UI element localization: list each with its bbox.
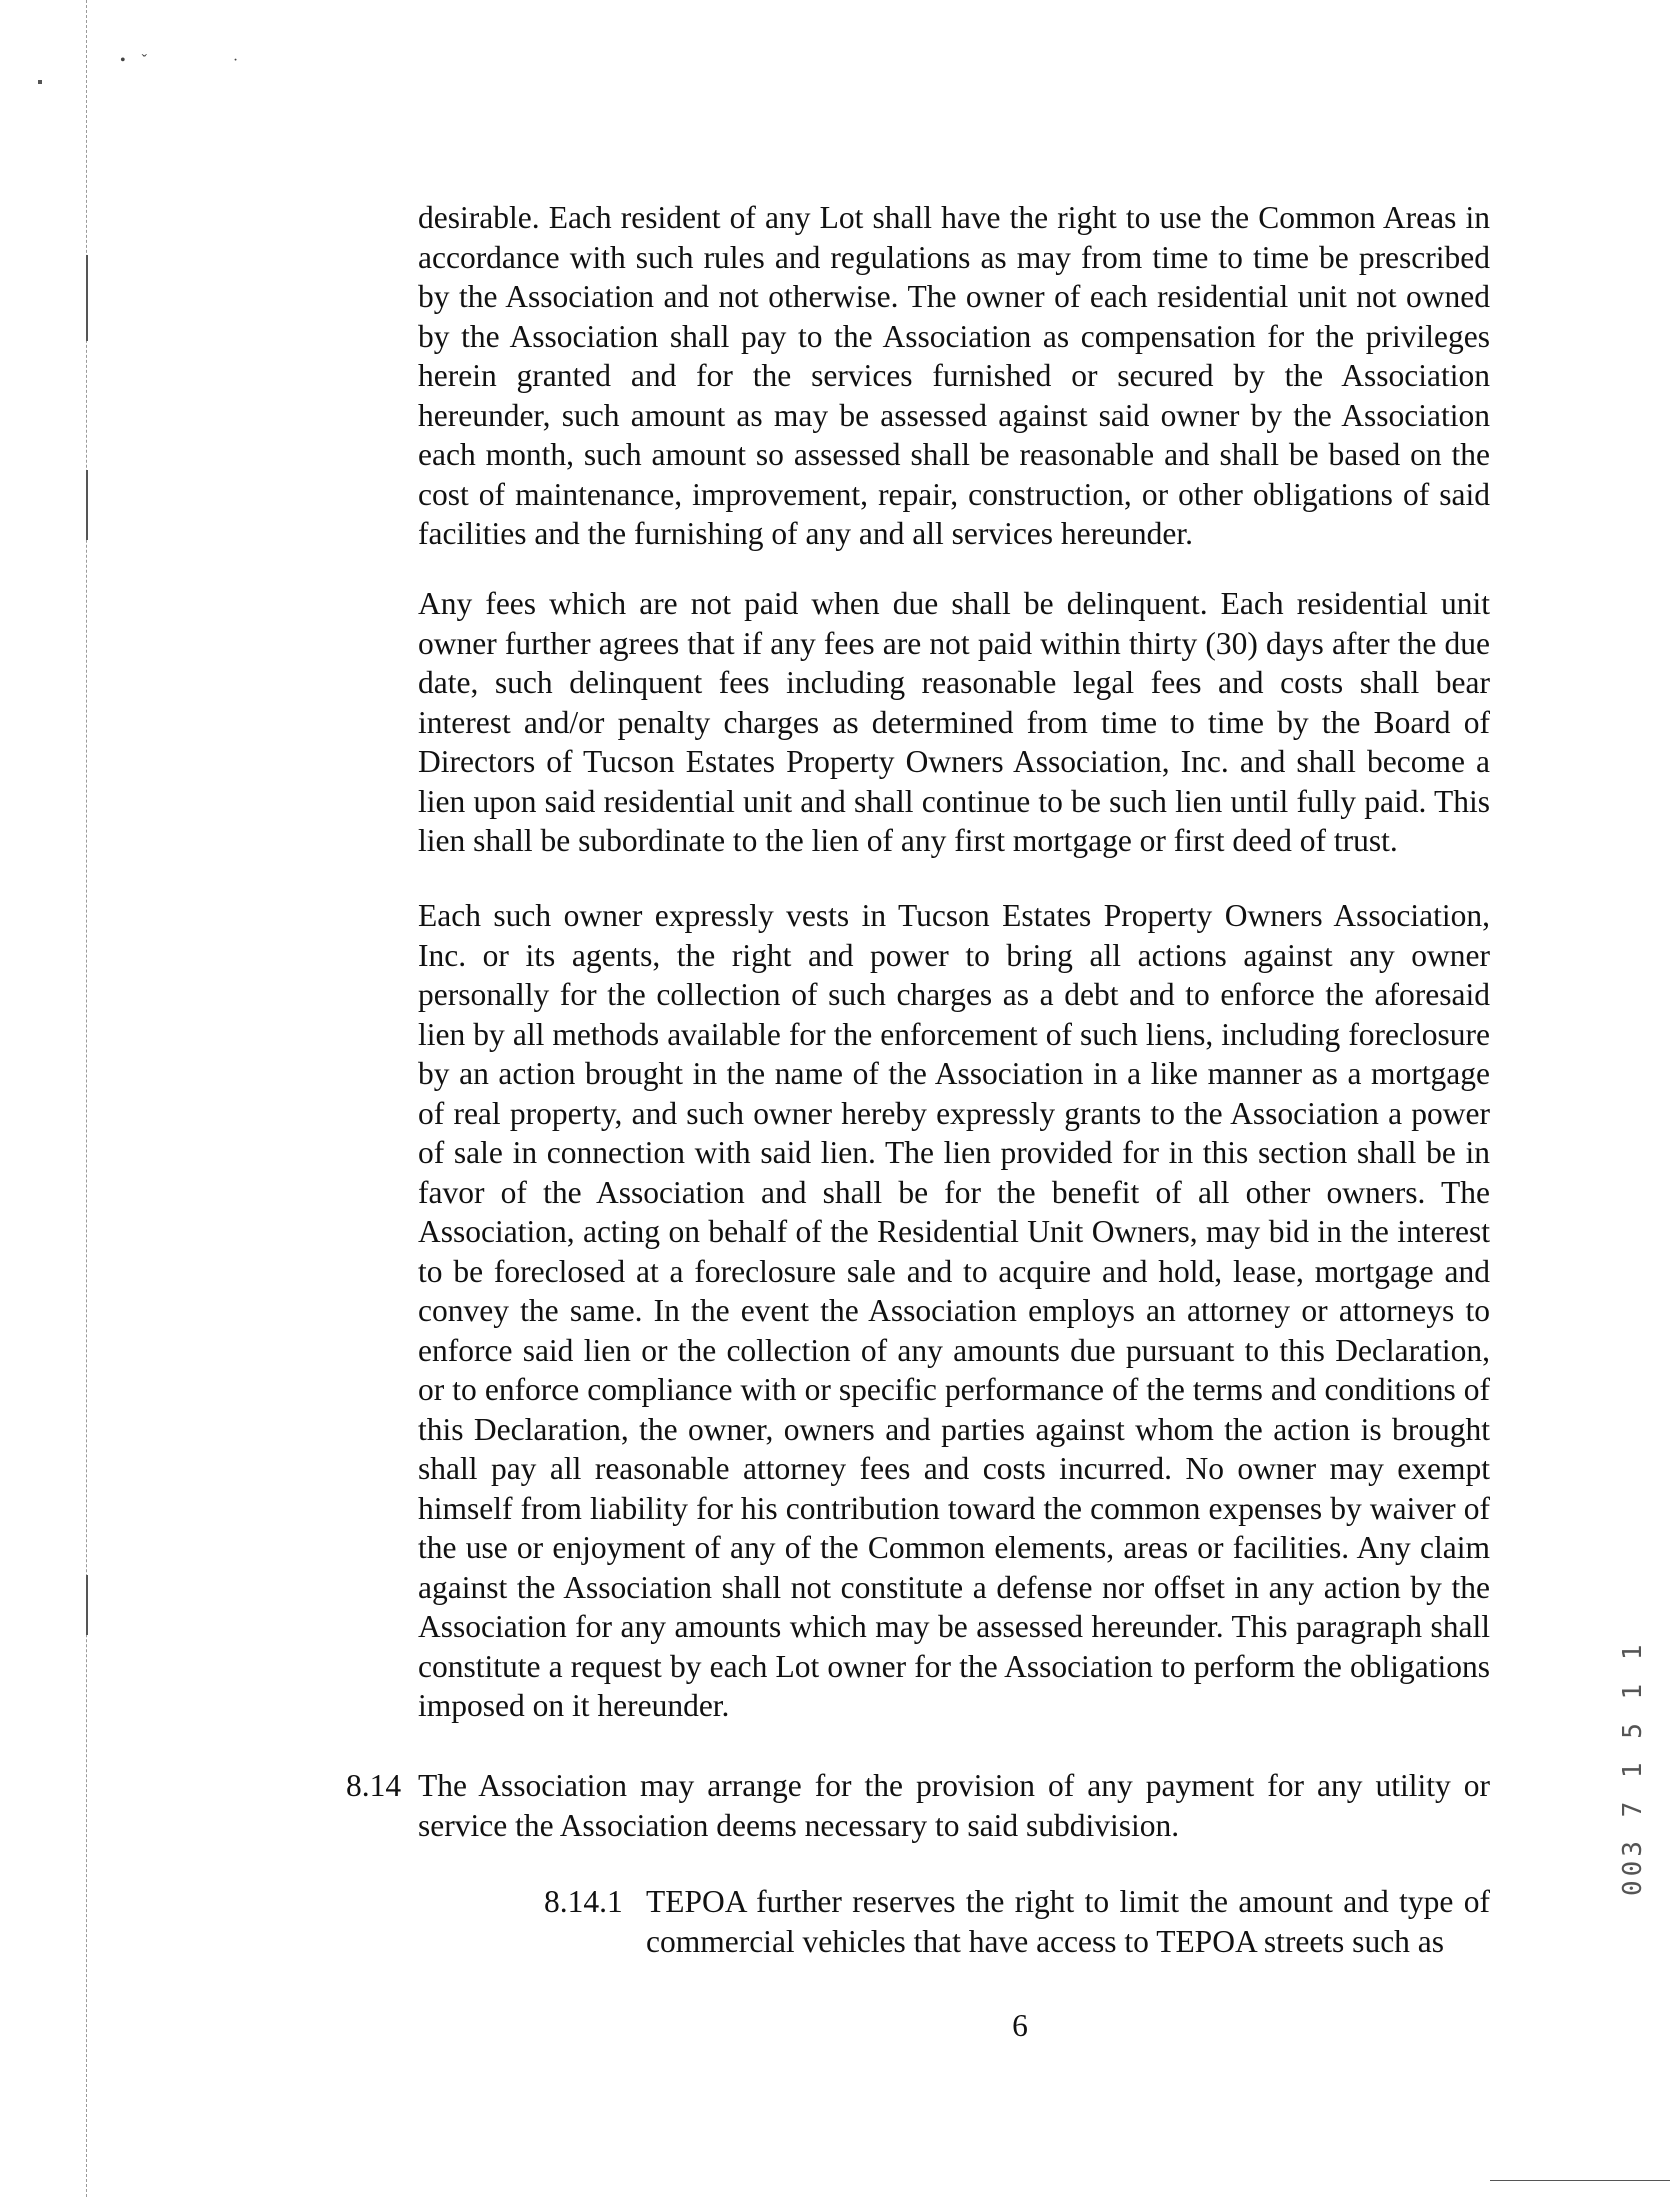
recording-stamp-text: 003 7 1 5 1 1 bbox=[1618, 1640, 1648, 1896]
scan-mark bbox=[86, 470, 88, 540]
footer-rule bbox=[1490, 2180, 1670, 2181]
section-number: 8.14 bbox=[346, 1768, 402, 1803]
paragraph-lien-enforcement: Each such owner expressly vests in Tucson Estates Property Owners Association, Inc. or its agents, the right and power to bring all actions against any owner personally for the collection of such charges as a debt and to enforce the aforesaid lien by all methods available for the enforcement of such liens, including foreclosure by an action brought in the name of the Association in a like manner as a mortgage of real property, and such owner hereby expressly grants to the Association a power of sale in connection with said lien. The lien provided for in this section shall be in favor of the Association and shall be for the benefit of all other owners. The Association, acting on behalf of the Residential Unit Owners, may bid in the interest to be foreclosed at a foreclosure sale and to acquire and hold, lease, mortgage and convey the same. In the event the Association employs an attorney or attorneys to enforce said lien or the collection of any amounts due pursuant to this Declaration, or to enforce compliance with or specific performance of the terms and conditions of this Declaration, the owner, owners and parties against whom the action is brought shall pay all reasonable attorney fees and costs incurred. No owner may exempt himself from liability for his contribution toward the common expenses by waiver of the use or enjoyment of any of the Common elements, areas or facilities. Any claim against the Association shall not constitute a defense nor offset in any action by the Association for any amounts which may be assessed hereunder. This paragraph shall constitute a request by each Lot owner for the Association to perform the obligations imposed on it hereunder. bbox=[418, 898, 1490, 1723]
section-text: The Association may arrange for the provision of any payment for any utility or service the Association deems necessary to said subdivision. bbox=[418, 1768, 1490, 1843]
recording-stamp bbox=[1618, 1556, 1658, 1896]
scan-mark bbox=[38, 80, 42, 84]
subsection-text: TEPOA further reserves the right to limit the amount and type of commercial vehicles that have access to TEPOA streets such as bbox=[646, 1884, 1490, 1959]
page-number: 6 bbox=[1012, 2008, 1028, 2043]
subsection-number: 8.14.1 bbox=[544, 1884, 623, 1919]
paragraph-common-areas: desirable. Each resident of any Lot shall have the right to use the Common Areas in accordance with such rules and regulations as may from time to time be prescribed by the Association and not otherwise. The owner of each residential unit not owned by the Association shall pay to the Association as compensation for the privileges herein granted and for the services furnished or secured by the Association hereunder, such amount as may be assessed against said owner by the Association each month, such amount so assessed shall be reasonable and shall be based on the cost of maintenance, improvement, repair, construction, or other obligations of said facilities and the furnishing of any and all services hereunder. bbox=[418, 200, 1490, 551]
scan-mark bbox=[86, 1575, 88, 1635]
scan-mark bbox=[86, 255, 88, 341]
scan-specks: • ˇ · bbox=[120, 52, 245, 69]
paragraph-delinquent-fees: Any fees which are not paid when due shall be delinquent. Each residential unit owner further agrees that if any fees are not paid within thirty (30) days after the due date, such delinquent fees including reasonable legal fees and costs shall bear interest and/or penalty charges as determined from time to time by the Board of Directors of Tucson Estates Property Owners Association, Inc. and shall become a lien upon said residential unit and shall continue to be such lien until fully paid. This lien shall be subordinate to the lien of any first mortgage or first deed of trust. bbox=[418, 586, 1490, 858]
